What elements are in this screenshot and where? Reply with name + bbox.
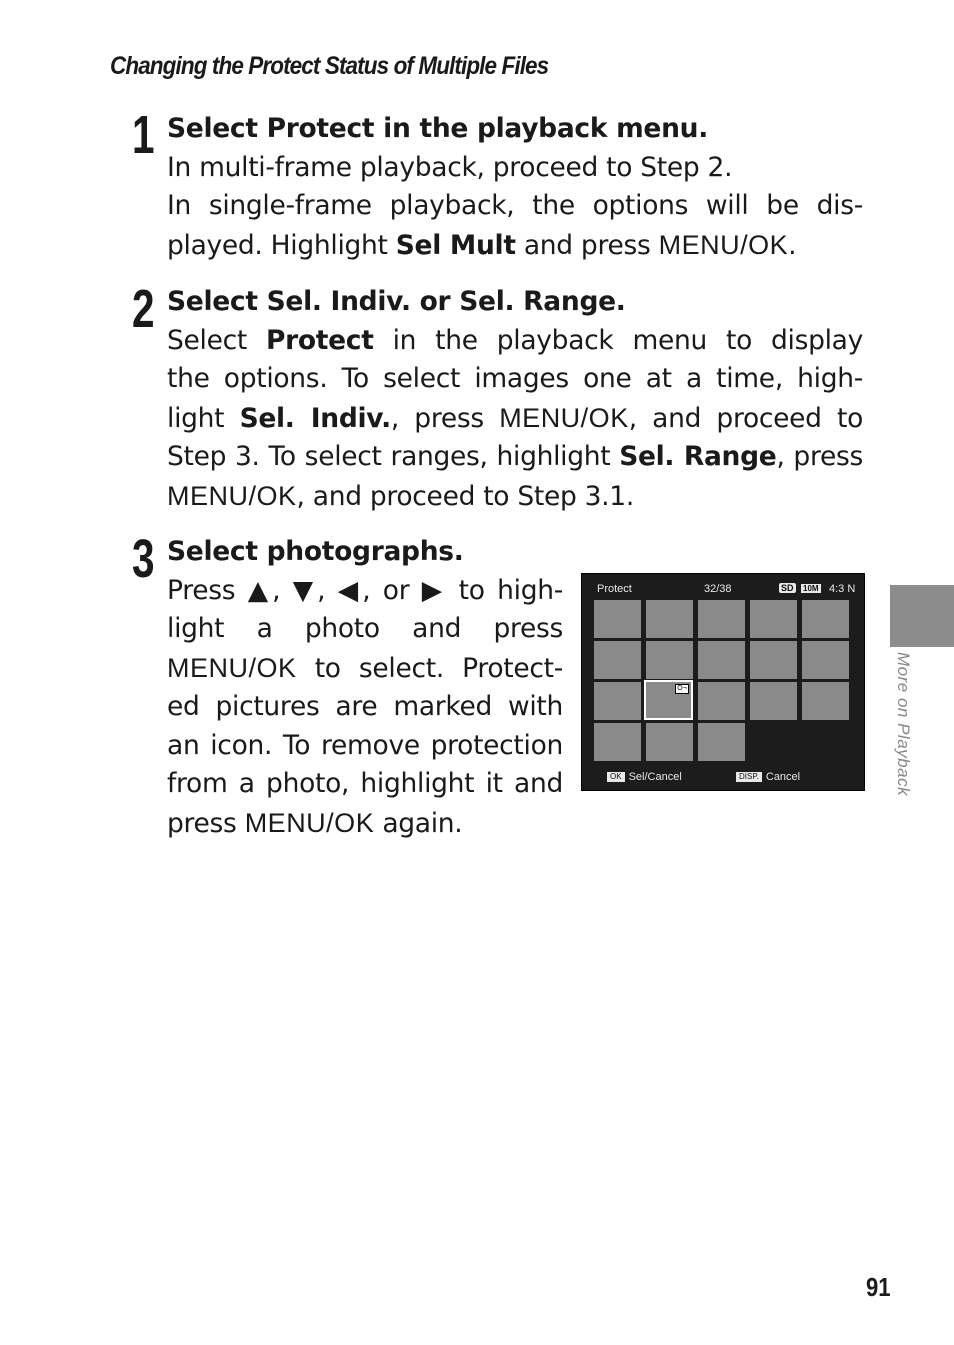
- thumbnail-selected[interactable]: [644, 680, 693, 720]
- sd-card-icon: SD: [781, 583, 794, 593]
- image-size-icon: 10M: [803, 584, 819, 593]
- step-2-line-5: MENU/OK, and proceed to Step 3.1.: [167, 480, 634, 512]
- disp-hint: DISP. Cancel: [736, 771, 800, 783]
- step-3-line-4: ed pictures are marked with: [167, 691, 563, 722]
- step-2-line-3: light Sel. Indiv., press MENU/OK, and proceed to: [167, 402, 864, 434]
- step-3-line-5: an icon. To remove protection: [167, 729, 563, 761]
- thumbnail[interactable]: [646, 723, 693, 761]
- step-3-line-1: Press ▲, ▼, ◀, or ▶ to high-: [167, 574, 563, 606]
- step-3-line-6: from a photo, highlight it and: [167, 768, 563, 799]
- thumbnail[interactable]: [750, 682, 797, 720]
- thumbnail[interactable]: [594, 723, 641, 761]
- screen-frame-count: 32/38: [704, 583, 732, 595]
- step-1: [167, 110, 863, 265]
- thumbnail[interactable]: [594, 641, 641, 679]
- page-number: 91: [866, 1272, 891, 1302]
- key-icon: O¬: [675, 684, 689, 694]
- thumbnail[interactable]: [750, 600, 797, 638]
- thumbnail[interactable]: [802, 641, 849, 679]
- chapter-tab: [890, 585, 954, 647]
- ok-hint: OK Sel/Cancel: [607, 771, 682, 783]
- disp-tag: DISP.: [736, 772, 762, 782]
- camera-protect-screen: [581, 573, 865, 791]
- screen-ratio: 4:3 N: [829, 583, 856, 595]
- thumbnail[interactable]: [594, 682, 641, 720]
- step-number-3: 3: [132, 529, 155, 589]
- thumbnail[interactable]: [750, 641, 797, 679]
- step-3-line-3: MENU/OK to select. Protect-: [167, 652, 563, 684]
- step-2-line-4: Step 3. To select ranges, highlight Sel. Range, press: [167, 441, 863, 472]
- step-3-line-2: light a photo and press: [167, 613, 563, 644]
- thumbnail[interactable]: [698, 600, 745, 638]
- thumbnail[interactable]: [698, 723, 745, 761]
- step-1-line-3: played. Highlight Sel Mult and press MENU/OK.: [167, 229, 797, 261]
- thumbnail[interactable]: [802, 600, 849, 638]
- thumbnail[interactable]: [646, 641, 693, 679]
- step-3-line-7: press MENU/OK again.: [167, 807, 463, 839]
- step-number-1: 1: [132, 105, 155, 165]
- step-2: [167, 283, 863, 516]
- step-2-heading: Select Sel. Indiv. or Sel. Range.: [167, 286, 626, 317]
- section-title: Changing the Protect Status of Multiple Files: [110, 52, 549, 80]
- step-1-line-1: In multi-frame playback, proceed to Step 2.: [167, 151, 733, 183]
- thumbnail[interactable]: [698, 682, 745, 720]
- step-1-line-2: In single-frame playback, the options will be dis-: [167, 190, 863, 221]
- thumbnail[interactable]: [646, 600, 693, 638]
- step-number-2: 2: [132, 279, 155, 339]
- thumbnail[interactable]: [594, 600, 641, 638]
- screen-title: Protect: [597, 583, 632, 595]
- ok-tag: OK: [607, 772, 625, 782]
- step-3: [167, 533, 563, 843]
- thumbnail[interactable]: [698, 641, 745, 679]
- chapter-label: More on Playback: [894, 652, 913, 797]
- step-1-heading: Select Protect in the playback menu.: [167, 113, 708, 144]
- step-3-heading: Select photographs.: [167, 536, 464, 567]
- thumbnail[interactable]: [802, 682, 849, 720]
- step-2-line-2: the options. To select images one at a time, high-: [167, 363, 863, 394]
- step-2-line-1: Select Protect in the playback menu to display: [167, 324, 863, 356]
